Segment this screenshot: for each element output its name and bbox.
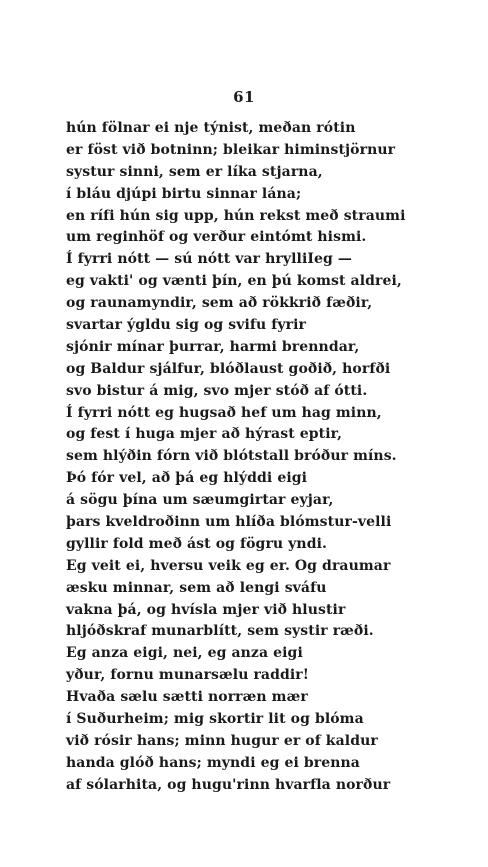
poem-line: og fest í huga mjer að hýrast eptir, — [66, 426, 343, 443]
poem-line: þars kveldroðinn um hlíða blómstur-velli — [66, 514, 392, 531]
poem-line: í Suðurheim; mig skortir lit og blóma — [66, 711, 364, 728]
poem-line: eg vakti' og vænti þín, en þú komst aldrei, — [66, 273, 402, 290]
poem-line: æsku minnar, sem að lengi sváfu — [66, 579, 327, 596]
poem-line: yður, fornu munarsælu raddir! — [66, 667, 310, 684]
poem-line: og Baldur sjálfur, blóðlaust goðið, horfði — [66, 360, 391, 377]
poem-line: Eg veit ei, hversu veik eg er. Og draumar — [66, 557, 391, 574]
poem-line: sem hlýðin fórn við blótstall bróður míns. — [66, 448, 397, 465]
poem-line: af sólarhita, og hugu'rinn hvarfla norður — [66, 776, 391, 793]
poem-line: Í fyrri nótt — sú nótt var hrylliIeg — — [66, 251, 353, 268]
poem-line: um reginhöf og verður eintómt hismi. — [66, 229, 367, 246]
poem-line: í bláu djúpi birtu sinnar lána; — [66, 185, 302, 202]
poem-line: er föst við botninn; bleikar himinstjörnur — [66, 141, 396, 158]
poem-line: en rífi hún sig upp, hún rekst með straumi — [66, 207, 406, 224]
poem-line: Eg anza eigi, nei, eg anza eigi — [66, 645, 303, 662]
poem-line: sjónir mínar þurrar, harmi brenndar, — [66, 338, 360, 355]
poem-line: systur sinni, sem er líka stjarna, — [66, 163, 323, 180]
poem-line: vakna þá, og hvísla mjer við hlustir — [66, 601, 346, 618]
poem-line: við rósir hans; minn hugur er of kaldur — [66, 732, 378, 749]
page-number: 61 — [233, 88, 255, 106]
poem-line: Hvaða sælu sætti norræn mær — [66, 689, 308, 706]
poem-line: handa glóð hans; myndi eg ei brenna — [66, 754, 360, 771]
poem-line: Þó fór vel, að þá eg hlýddi eigi — [66, 470, 308, 487]
poem-line: svartar ýgldu sig og svifu fyrir — [66, 317, 307, 334]
poem-line: Í fyrri nótt eg hugsað hef um hag minn, — [66, 404, 382, 421]
poem-line: gyllir fold með ást og fögru yndi. — [66, 535, 327, 552]
poem-line: svo bistur á mig, svo mjer stóð af ótti. — [66, 382, 368, 399]
poem-line: hljóðskraf munarblítt, sem systir ræði. — [66, 623, 374, 640]
poem-line: og raunamyndir, sem að rökkrið fæðir, — [66, 295, 373, 312]
poem-text — [66, 118, 406, 797]
poem-line: hún fölnar ei nje týnist, meðan rótin — [66, 120, 356, 136]
poem-line: á sögu þína um sæumgirtar eyjar, — [66, 492, 334, 509]
